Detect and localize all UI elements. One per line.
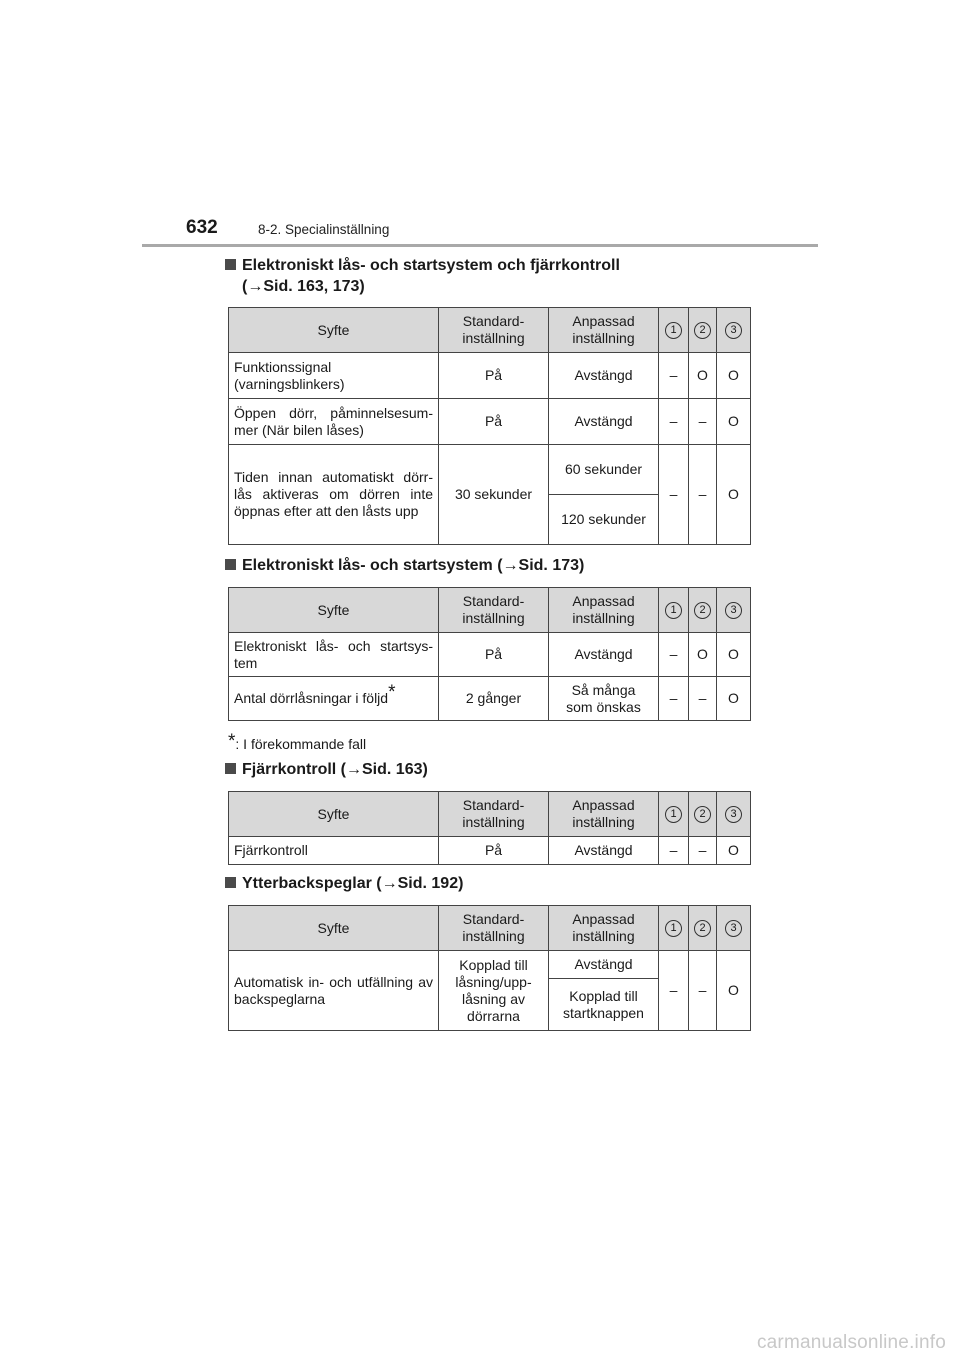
custom-cell: Avstängd	[549, 633, 659, 677]
table-header-row	[229, 308, 751, 353]
col-default: Standard- inställning	[439, 906, 549, 951]
cell-3: O	[717, 399, 751, 445]
col-3	[717, 906, 751, 951]
purpose-cell: Tiden innan automatiskt dörr-lås aktiveras om dörren inte öppnas efter att den låsts upp	[229, 445, 439, 545]
circled-3-icon: 3	[725, 602, 742, 619]
default-cell: 30 sekunder	[439, 445, 549, 545]
cell-1: –	[659, 951, 689, 1031]
purpose-cell: Öppen dörr, påminnelsesum-mer (När bilen låses)	[229, 399, 439, 445]
purpose-cell: Fjärrkontroll	[229, 837, 439, 865]
cell-3: O	[717, 445, 751, 545]
col-custom: Anpassad inställning	[549, 308, 659, 353]
table-row	[229, 951, 751, 979]
circled-1-icon: 1	[665, 602, 682, 619]
custom-cell: Avstängd	[549, 951, 659, 979]
custom-cell: 120 sekunder	[549, 495, 659, 545]
col-default: Standard- inställning	[439, 308, 549, 353]
page-header	[186, 215, 818, 247]
table-row	[229, 633, 751, 677]
table-header-row	[229, 906, 751, 951]
cell-1: –	[659, 445, 689, 545]
circled-1-icon: 1	[665, 806, 682, 823]
circled-2-icon: 2	[694, 920, 711, 937]
circled-2-icon: 2	[694, 806, 711, 823]
col-3	[717, 792, 751, 837]
circled-3-icon: 3	[725, 806, 742, 823]
purpose-cell: Automatisk in- och utfällning av backspeglarna	[229, 951, 439, 1031]
col-custom: Anpassad inställning	[549, 588, 659, 633]
col-purpose: Syfte	[229, 792, 439, 837]
page-number: 632	[186, 217, 218, 238]
cell-1: –	[659, 837, 689, 865]
cell-3: O	[717, 951, 751, 1031]
cell-1: –	[659, 677, 689, 721]
col-1	[659, 792, 689, 837]
default-cell: På	[439, 353, 549, 399]
cell-3: O	[717, 633, 751, 677]
default-cell: På	[439, 399, 549, 445]
cell-3: O	[717, 353, 751, 399]
cell-2: –	[689, 445, 717, 545]
custom-cell: Kopplad till startknappen	[549, 979, 659, 1031]
circled-2-icon: 2	[694, 322, 711, 339]
cell-2: –	[689, 951, 717, 1031]
cell-2: –	[689, 677, 717, 721]
custom-cell: 60 sekunder	[549, 445, 659, 495]
chapter-title: 8-2. Specialinställning	[258, 222, 390, 237]
default-cell: På	[439, 633, 549, 677]
settings-table-4	[228, 905, 751, 1031]
circled-2-icon: 2	[694, 602, 711, 619]
cell-2: O	[689, 353, 717, 399]
col-purpose: Syfte	[229, 906, 439, 951]
square-bullet-icon	[225, 877, 236, 888]
purpose-cell: Funktionssignal (varningsblinkers)	[229, 353, 439, 399]
square-bullet-icon	[225, 763, 236, 774]
cell-1: –	[659, 399, 689, 445]
circled-1-icon: 1	[665, 322, 682, 339]
default-cell: 2 gånger	[439, 677, 549, 721]
purpose-cell: Antal dörrlåsningar i följd*	[229, 677, 439, 721]
custom-cell: Avstängd	[549, 353, 659, 399]
col-3	[717, 588, 751, 633]
default-cell: Kopplad till låsning/upp- låsning av dörrarna	[439, 951, 549, 1031]
section-heading-smart-key: Elektroniskt lås- och startsystem (→Sid. 173)	[225, 555, 584, 576]
table-header-row	[229, 588, 751, 633]
col-3	[717, 308, 751, 353]
section-heading-remote-and-smart-key: Elektroniskt lås- och startsystem och fjärrkontroll (→Sid. 163, 173)	[225, 255, 620, 297]
footnote-marker: *	[228, 731, 236, 752]
cell-1: –	[659, 353, 689, 399]
table-row	[229, 399, 751, 445]
purpose-cell: Elektroniskt lås- och startsys-tem	[229, 633, 439, 677]
circled-3-icon: 3	[725, 920, 742, 937]
col-2	[689, 792, 717, 837]
col-default: Standard- inställning	[439, 588, 549, 633]
col-purpose: Syfte	[229, 308, 439, 353]
header-rule	[142, 244, 818, 247]
table-row	[229, 837, 751, 865]
col-1	[659, 906, 689, 951]
col-1	[659, 588, 689, 633]
section-heading-outside-mirrors: Ytterbackspeglar (→Sid. 192)	[225, 873, 463, 894]
cell-2: –	[689, 837, 717, 865]
col-2	[689, 906, 717, 951]
col-custom: Anpassad inställning	[549, 792, 659, 837]
custom-cell: Så många som önskas	[549, 677, 659, 721]
table-row	[229, 445, 751, 495]
col-1	[659, 308, 689, 353]
table-row	[229, 677, 751, 721]
square-bullet-icon	[225, 259, 236, 270]
square-bullet-icon	[225, 559, 236, 570]
footnote: *: I förekommande fall	[228, 731, 367, 752]
circled-3-icon: 3	[725, 322, 742, 339]
cell-2: O	[689, 633, 717, 677]
col-default: Standard- inställning	[439, 792, 549, 837]
settings-table-1	[228, 307, 751, 545]
footnote-marker: *	[388, 682, 396, 703]
watermark: carmanualsonline.info	[756, 1332, 946, 1353]
cell-3: O	[717, 837, 751, 865]
cell-1: –	[659, 633, 689, 677]
custom-cell: Avstängd	[549, 837, 659, 865]
col-purpose: Syfte	[229, 588, 439, 633]
cell-3: O	[717, 677, 751, 721]
settings-table-3	[228, 791, 751, 865]
col-2	[689, 588, 717, 633]
circled-1-icon: 1	[665, 920, 682, 937]
table-header-row	[229, 792, 751, 837]
col-custom: Anpassad inställning	[549, 906, 659, 951]
default-cell: På	[439, 837, 549, 865]
section-heading-remote: Fjärrkontroll (→Sid. 163)	[225, 759, 428, 780]
cell-2: –	[689, 399, 717, 445]
col-2	[689, 308, 717, 353]
settings-table-2	[228, 587, 751, 721]
table-row	[229, 353, 751, 399]
custom-cell: Avstängd	[549, 399, 659, 445]
